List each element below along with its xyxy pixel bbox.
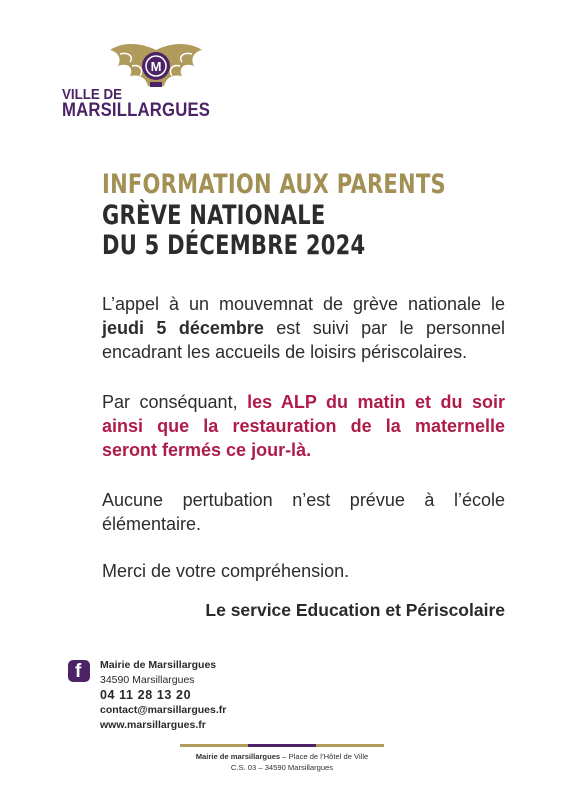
headline-line-2: GRÈVE NATIONALE — [102, 200, 326, 231]
logo-line-1: VILLE DE — [62, 87, 123, 103]
paragraph-text: Par conséquant, — [102, 392, 248, 412]
paragraph-text: est suivi par le personnel encadrant les accueils de loisirs périscolaires. — [102, 318, 506, 362]
signature: Le service Education et Périscolaire — [205, 600, 505, 620]
paragraph-strike-notice — [102, 292, 505, 364]
contact-website[interactable]: www.marsillargues.fr — [100, 719, 206, 731]
headline — [102, 168, 446, 261]
town-emblem-icon — [100, 40, 212, 92]
town-logo — [62, 40, 242, 125]
footer-city: C.S. 03 – 34590 Marsillargues — [230, 763, 334, 772]
contact-name: Mairie de Marsillargues — [100, 659, 217, 671]
contact-postcode: 34590 Marsillargues — [100, 674, 195, 686]
strike-date: jeudi 5 décembre — [102, 318, 264, 338]
footer-org: Mairie de marsillargues — [195, 752, 281, 761]
contact-email[interactable]: contact@marsillargues.fr — [100, 704, 227, 716]
footer-divider — [180, 744, 384, 747]
headline-title: INFORMATION AUX PARENTS — [102, 169, 446, 200]
paragraph-closure — [102, 390, 505, 462]
svg-text:M: M — [150, 59, 162, 74]
footer-street: – Place de l’Hôtel de Ville — [280, 752, 369, 761]
paragraph-thanks: Merci de votre compréhension. — [102, 561, 350, 581]
paragraph-elementary: Aucune pertubation n’est prévue à l’école élémentaire. — [102, 490, 505, 534]
closure-highlight: les ALP du matin et du soir ainsi que la restauration de la maternelle seront fermés ce jour-là. — [102, 392, 505, 460]
contact-phone: 04 11 28 13 20 — [100, 688, 192, 702]
facebook-icon[interactable]: f — [68, 660, 90, 682]
headline-line-3: DU 5 DÉCEMBRE 2024 — [102, 230, 366, 261]
logo-line-2: MARSILLARGUES — [62, 100, 211, 121]
paragraph-text: L’appel à un mouvemnat de grève nationale le — [102, 294, 505, 314]
footer-address — [180, 751, 384, 773]
